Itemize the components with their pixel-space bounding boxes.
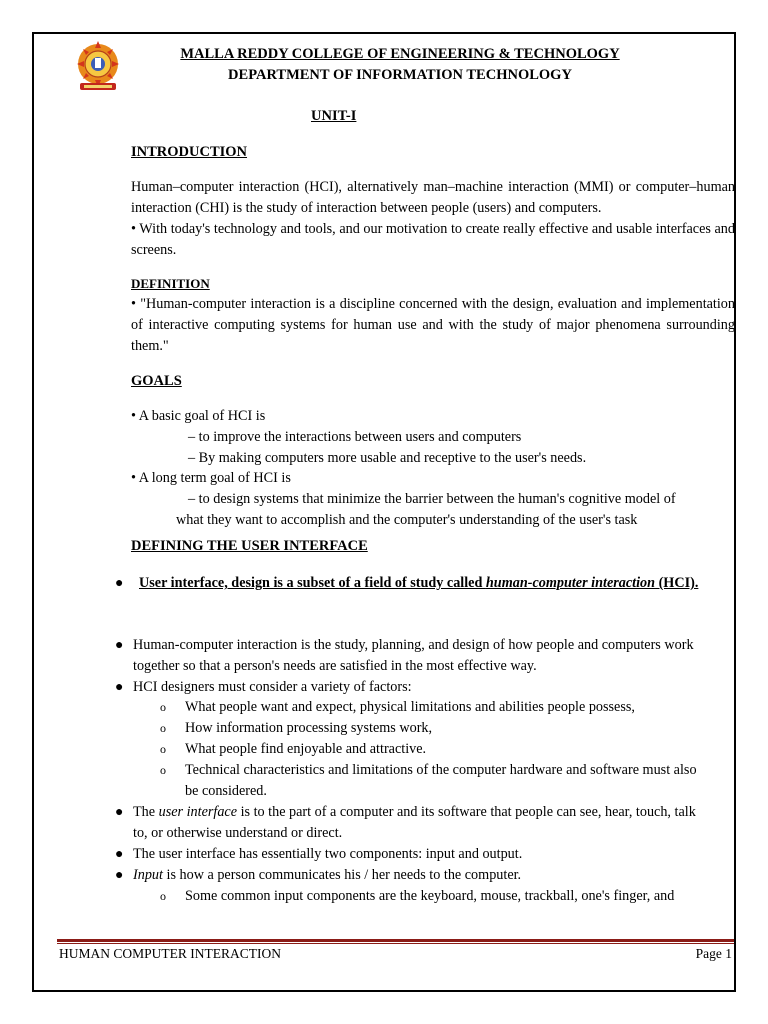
circle-bullet-icon: o (160, 889, 166, 903)
college-name: MALLA REDDY COLLEGE OF ENGINEERING & TECHNOLOGY (180, 46, 620, 62)
bullet-icon: ● (115, 680, 124, 695)
goals-line: what they want to accomplish and the computer's understanding of the user's task (176, 512, 638, 528)
factor-item: How information processing systems work, (185, 720, 433, 736)
circle-bullet-icon: o (160, 742, 166, 756)
ui-subset-statement: User interface, design is a subset of a field of study called human-computer interaction (HCI). (139, 575, 699, 591)
factor-item: What people find enjoyable and attractive. (185, 741, 427, 757)
goals-line: • A basic goal of HCI is (131, 408, 266, 424)
circle-bullet-icon: o (160, 721, 166, 735)
bullet-icon: ● (115, 847, 124, 862)
unit-title: UNIT-I (311, 108, 357, 124)
bullet-icon: ● (115, 805, 124, 820)
user-interface-definition: The user interface is to the part of a computer and its software that people can see, hear, touch, talk to, or otherwise understand or direct. (133, 804, 696, 841)
introduction-paragraph-1: Human–computer interaction (HCI), alternatively man–machine interaction (MMI) or computer–human interaction (CHI) is the study of interaction between people (users) and computers. (131, 179, 735, 216)
department-name: DEPARTMENT OF INFORMATION TECHNOLOGY (228, 67, 572, 83)
goals-line: – to design systems that minimize the barrier between the human's cognitive model of (188, 491, 676, 507)
goals-line: – to improve the interactions between users and computers (188, 429, 522, 445)
footer-course-title: HUMAN COMPUTER INTERACTION (59, 946, 281, 961)
introduction-paragraph-2: • With today's technology and tools, and our motivation to create really effective and usable interfaces and screens. (131, 221, 735, 258)
goals-line: – By making computers more usable and receptive to the user's needs. (188, 450, 587, 466)
goals-heading: GOALS (131, 373, 182, 389)
hci-study-paragraph: Human-computer interaction is the study, planning, and design of how people and computers work together so that a person's needs are satisfied in the most effective way. (133, 637, 694, 674)
input-definition: Input is how a person communicates his / her needs to the computer. (133, 867, 522, 883)
footer-rule (57, 939, 734, 942)
circle-bullet-icon: o (160, 763, 166, 777)
factor-item: Technical characteristics and limitations of the computer hardware and software must also be considered. (185, 762, 697, 799)
footer-page-number: Page 1 (695, 946, 732, 961)
bullet-icon: ● (115, 868, 124, 883)
goals-line: • A long term goal of HCI is (131, 470, 291, 486)
input-components-item: Some common input components are the keyboard, mouse, trackball, one's finger, and (185, 888, 675, 904)
bullet-icon: ● (115, 576, 124, 591)
definition-text: • "Human-computer interaction is a discipline concerned with the design, evaluation and implementation of interactive computing systems for human use and with the study of major phenomena surrounding them." (131, 296, 735, 354)
bullet-icon: ● (115, 638, 124, 653)
college-logo-icon (76, 40, 120, 94)
ui-components-statement: The user interface has essentially two components: input and output. (133, 846, 523, 862)
definition-heading: DEFINITION (131, 276, 210, 291)
defining-ui-heading: DEFINING THE USER INTERFACE (131, 538, 368, 554)
introduction-heading: INTRODUCTION (131, 144, 248, 160)
circle-bullet-icon: o (160, 700, 166, 714)
footer-rule-thin (57, 943, 734, 944)
factor-item: What people want and expect, physical limitations and abilities people possess, (185, 699, 635, 715)
hci-factors-intro: HCI designers must consider a variety of factors: (133, 679, 412, 695)
